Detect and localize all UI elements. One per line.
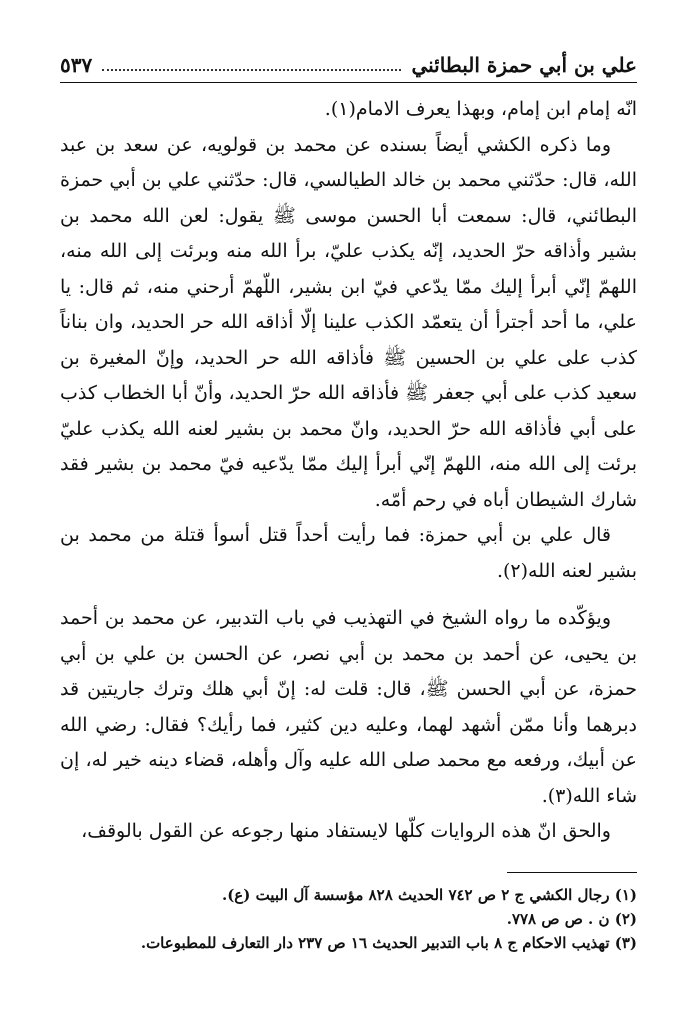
running-title: علي بن أبي حمزة البطائني [411,53,637,77]
paragraph: ويؤكّده ما رواه الشيخ في التهذيب في باب التدبير، عن محمد بن أحمد بن يحيى، عن أحمد بن محمد بن أبي نصر، عن الحسن بن علي بن أبي حمزة، عن أبي الحسن ﷺ، قال: قلت له: إنّ أبي هلك وترك جاريتين قد دبرهما وأنا ممّن أشهد لهما، وعليه دين كثير، فما رأيك؟ فقال: رضي الله عن أبيك، ورفعه مع محمد صلى الله عليه وآل وأهله، قضاء دينه خير له، إن شاء الله(٣). [60,607,637,807]
paragraph: وما ذكره الكشي أيضاً بسنده عن محمد بن قولويه، عن سعد بن عبد الله، قال: حدّثني محمد بن خالد الطيالسي، قال: حدّثني علي بن أبي حمزة البطائني، قال: سمعت أبا الحسن موسى ﷺ يقول: لعن الله محمد بن بشير وأذاقه حرّ الحديد، إنّه يكذب عليّ، برأ الله منه وبرئت إلى الله منه، اللهمّ إنّي أبرأ إليك ممّا يدّعي فيّ ابن بشير، اللّهمّ أرحني منه، ثم قال: يا علي، ما أحد أجترأ أن يتعمّد الكذب علينا إلّا أذاقه الله حر الحديد، وان بناناً كذب على علي بن الحسين ﷺ فأذاقه الله حر الحديد، وإنّ المغيرة بن سعيد كذب على أبي جعفر ﷺ فأذاقه الله حرّ الحديد، وأنّ أبا الخطاب كذب على أبي فأذاقه الله حرّ الحديد، وانّ محمد بن بشير لعنه الله يكذب عليّ برئت إلى الله منه، اللهمّ إنّي أبرأ إليك ممّا يدّعيه فيّ محمد بن بشير فقد شارك الشيطان أباه في رحم أمّه. [60,133,637,511]
footnote: (١) رجال الكشي ج ٢ ص ٧٤٢ الحديث ٨٢٨ مؤسسة آل البيت (ع). [221,886,637,904]
paragraph: والحق انّ هذه الروايات كلّها لايستفاد منها رجوعه عن القول بالوقف، [81,820,611,842]
footnotes [60,883,637,955]
page-number: ٥٣٧ [60,53,93,77]
paragraph: انّه إمام ابن إمام، وبهذا يعرف الامام(١). [324,98,637,120]
running-header [60,48,637,83]
footnote-separator [507,872,637,873]
paragraph: قال علي بن أبي حمزة: فما رأيت أحداً قتل أسوأ قتلة من محمد بن بشير لعنه الله(٢). [60,524,637,582]
dotted-leader [102,69,401,71]
main-text [60,92,637,850]
footnote: (٢) ن . ص ص ٧٧٨. [506,910,637,928]
footnote: (٣) تهذيب الاحكام ج ٨ باب التدبير الحديث ١٦ ص ٢٣٧ دار التعارف للمطبوعات. [140,934,637,952]
